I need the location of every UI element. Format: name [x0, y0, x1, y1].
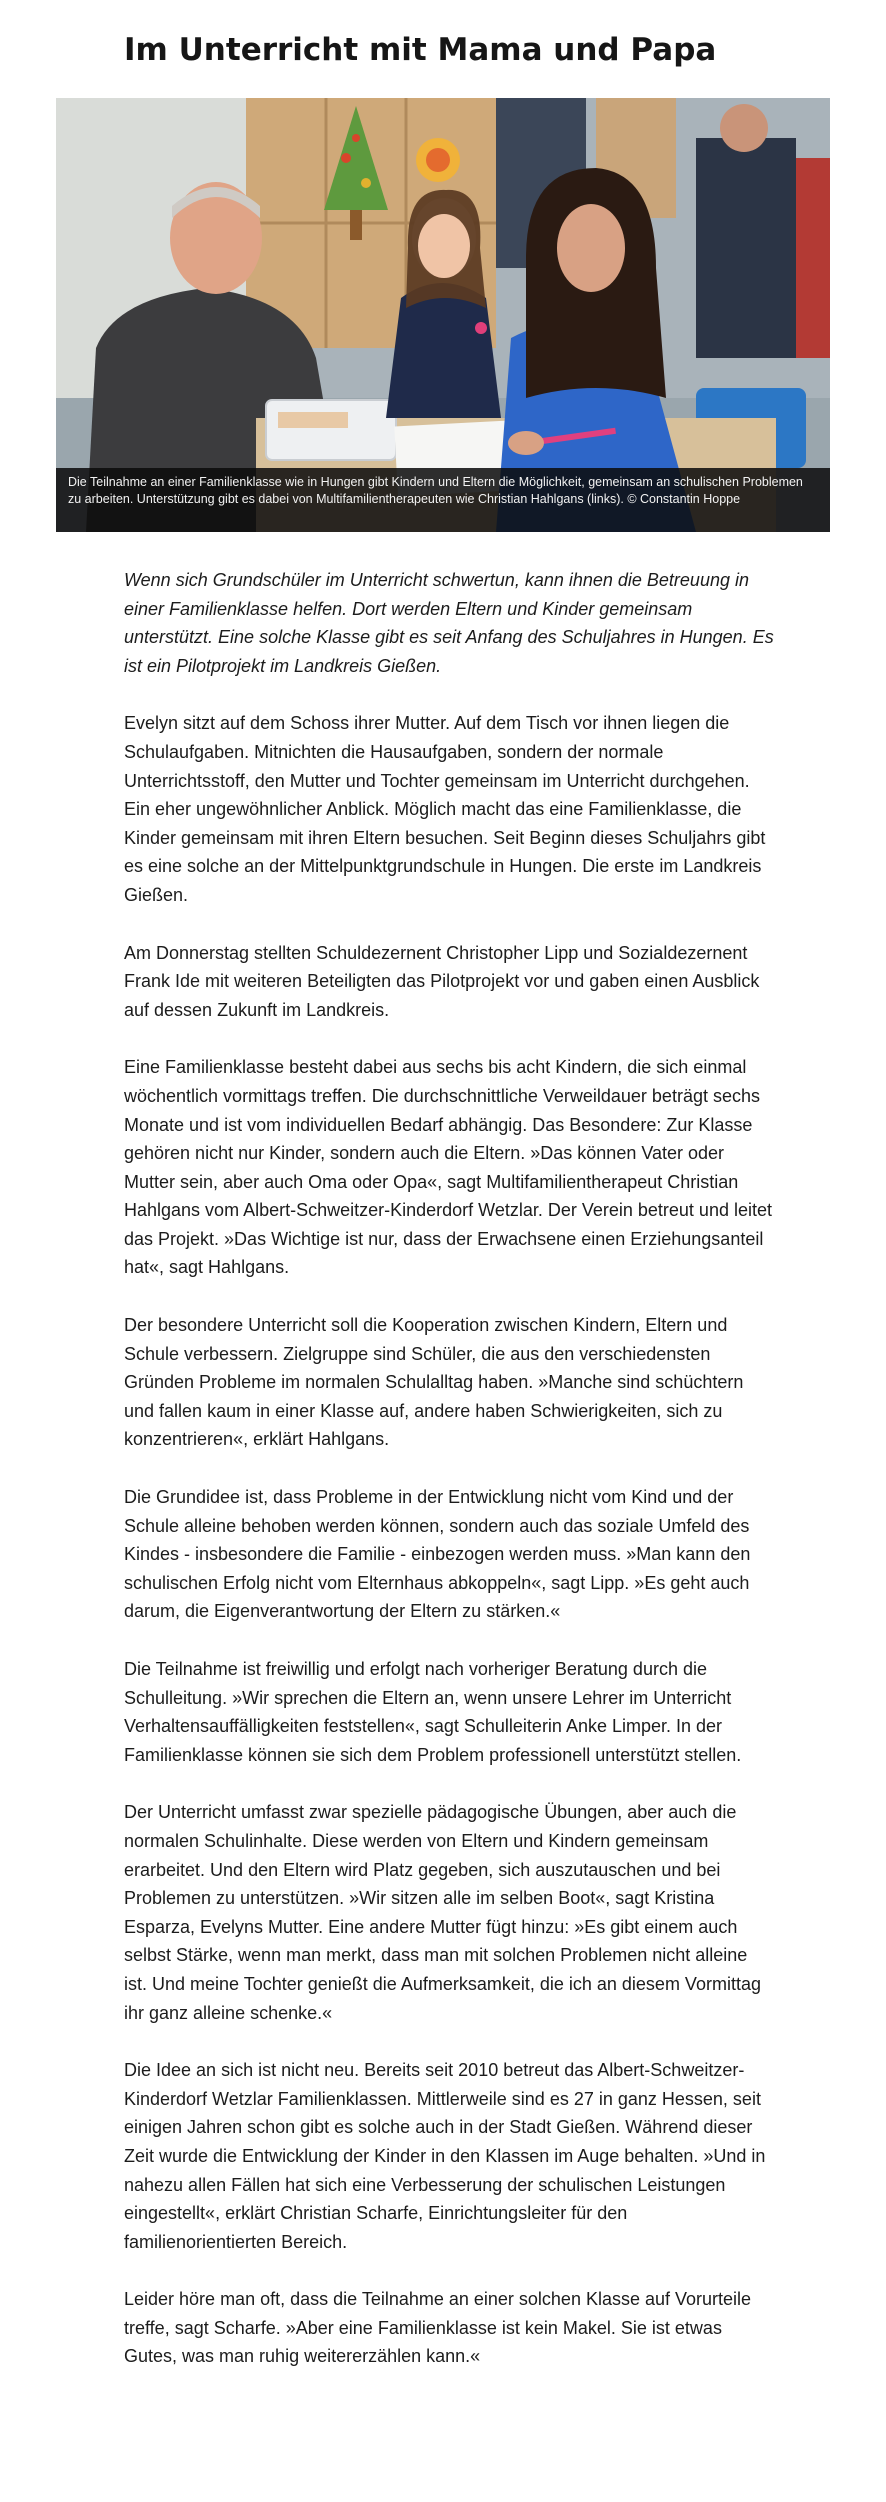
article-title: Im Unterricht mit Mama und Papa — [124, 32, 717, 68]
article-lead: Wenn sich Grundschüler im Unterricht schwertun, kann ihnen die Betreuung in einer Familienklasse helfen. Dort werden Eltern und Kinder gemeinsam unterstützt. Eine solche Klasse gibt es seit Anfang des Schuljahres in Hungen. Es ist ein Pilotprojekt im Landkreis Gießen. — [124, 570, 774, 676]
article-photo — [56, 98, 830, 532]
article-paragraph: Am Donnerstag stellten Schuldezernent Christopher Lipp und Sozialdezernent Frank Ide mit weiteren Beteiligten das Pilotprojekt vor und gaben einen Ausblick auf dessen Zukunft im Landkreis. — [124, 942, 760, 1020]
article-body — [124, 566, 774, 2400]
article-paragraph: Leider höre man oft, dass die Teilnahme an einer solchen Klasse auf Vorurteile treffe, sagt Scharfe. »Aber eine Familienklasse ist kein Makel. Sie ist etwas Gutes, was man ruhig weitererzählen kann.« — [124, 2289, 752, 2367]
article-paragraph: Die Grundidee ist, dass Probleme in der Entwicklung nicht vom Kind und der Schule alleine behoben werden können, sondern auch das soziale Umfeld des Kindes - insbesondere die Familie - einbezogen werden muss. »Man kann den schulischen Erfolg nicht vom Elternhaus abkoppeln«, sagt Lipp. »Es geht auch darum, die Eigenverantwortung der Eltern zu stärken.« — [124, 1487, 751, 1622]
article-paragraph: Die Idee an sich ist nicht neu. Bereits seit 2010 betreut das Albert-Schweitzer-Kinderdorf Wetzlar Familienklassen. Mittlerweile sind es 27 in ganz Hessen, seit einigen Jahren schon gibt es solche auch in der Stadt Gießen. Während dieser Zeit wurde die Entwicklung der Kinder in den Klassen im Auge behalten. »Und in nahezu allen Fällen hat sich eine Verbesserung der schulischen Leistungen eingestellt«, erklärt Christian Scharfe, Einrichtungsleiter für den familienorientierten Bereich. — [124, 2060, 766, 2252]
article-paragraph: Der besondere Unterricht soll die Kooperation zwischen Kindern, Eltern und Schule verbessern. Zielgruppe sind Schüler, die aus den verschiedensten Gründen Probleme im normalen Schulalltag haben. »Manche sind schüchtern und fallen kaum in einer Klasse auf, andere haben Schwierigkeiten, sich zu konzentrieren«, erklärt Hahlgans. — [124, 1315, 744, 1450]
article-paragraph: Der Unterricht umfasst zwar spezielle pädagogische Übungen, aber auch die normalen Schulinhalte. Diese werden von Eltern und Kindern gemeinsam erarbeitet. Und den Eltern wird Platz gegeben, sich auszutauschen und bei Problemen zu unterstützen. »Wir sitzen alle im selben Boot«, sagt Kristina Esparza, Evelyns Mutter. Eine andere Mutter fügt hinzu: »Es gibt einem auch selbst Stärke, wenn man merkt, dass man mit solchen Problemen nicht alleine ist. Und meine Tochter genießt die Aufmerksamkeit, die ich an diesem Vormittag ihr ganz alleine schenke.« — [124, 1802, 761, 2023]
photo-caption: Die Teilnahme an einer Familienklasse wie in Hungen gibt Kindern und Eltern die Möglichkeit, gemeinsam an schulischen Problemen zu arbeiten. Unterstützung gibt es dabei von Multifamilientherapeuten wie Christian Hahlgans (links). © Constantin Hoppe — [56, 468, 830, 532]
article-paragraph: Die Teilnahme ist freiwillig und erfolgt nach vorheriger Beratung durch die Schulleitung. »Wir sprechen die Eltern an, wenn unsere Lehrer im Unterricht Verhaltensauffälligkeiten feststellen«, sagt Schulleiterin Anke Limper. In der Familienklasse können sie sich dem Problem professionell unterstützt stellen. — [124, 1659, 742, 1765]
article-paragraph: Evelyn sitzt auf dem Schoss ihrer Mutter. Auf dem Tisch vor ihnen liegen die Schulaufgaben. Mitnichten die Hausaufgaben, sondern der normale Unterrichtsstoff, den Mutter und Tochter gemeinsam im Unterricht durchgehen. Ein eher ungewöhnlicher Anblick. Möglich macht das eine Familienklasse, die Kinder gemeinsam mit ihren Eltern besuchen. Seit Beginn dieses Schuljahrs gibt es eine solche an der Mittelpunktgrundschule in Hungen. Die erste im Landkreis Gießen. — [124, 713, 766, 905]
classroom-photo-illustration — [56, 98, 830, 532]
article-paragraph: Eine Familienklasse besteht dabei aus sechs bis acht Kindern, die sich einmal wöchentlich vormittags treffen. Die durchschnittliche Verweildauer beträgt sechs Monate und ist vom individuellen Bedarf abhängig. Das Besondere: Zur Klasse gehören nicht nur Kinder, sondern auch die Eltern. »Das können Vater oder Mutter sein, aber auch Oma oder Opa«, sagt Multifamilientherapeut Christian Hahlgans vom Albert-Schweitzer-Kinderdorf Wetzlar. Der Verein betreut und leitet das Projekt. »Das Wichtige ist nur, dass der Erwachsene einen Erziehungsanteil hat«, sagt Hahlgans. — [124, 1057, 772, 1278]
